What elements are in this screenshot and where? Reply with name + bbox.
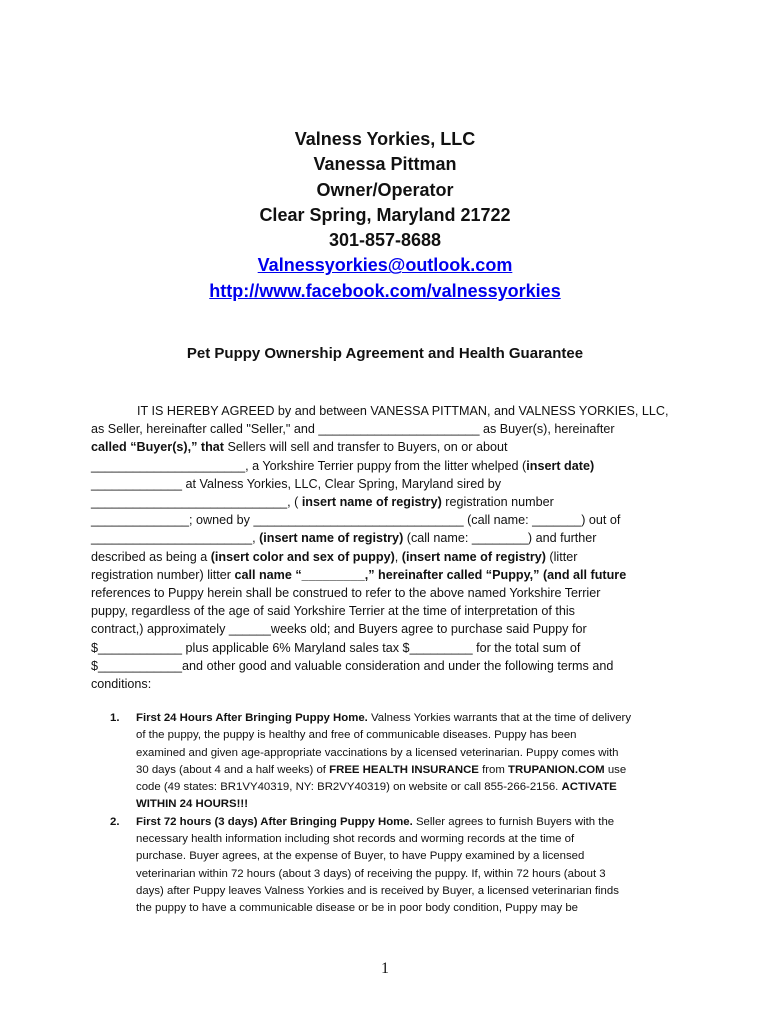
terms-list [110,710,685,918]
facebook-link[interactable]: http://www.facebook.com/valnessyorkies [209,280,561,301]
term-line [136,796,685,813]
bold-text: WITHIN 24 HOURS!!! [136,798,249,811]
text-run: veterinarian within 72 hours (about 3 days) of receiving the puppy. If, within 72 hours (about 3 [136,867,606,880]
term-line [136,831,685,848]
intro-line [91,602,681,620]
term-number: 2. [110,815,120,828]
company-name: Valness Yorkies, LLC [294,129,476,149]
text-run: references to Puppy herein shall be construed to refer to the above named Yorkshire Terrier [91,586,601,601]
term-line [136,900,685,917]
intro-line [91,620,681,638]
text-run: $____________ plus applicable 6% Maryland sales tax $_________ for the total sum of [91,640,581,655]
intro-line [91,475,681,493]
text-run: Valness Yorkies warrants that at the time of delivery [367,712,632,724]
text-run: examined and given age-appropriate vaccinations by a licensed veterinarian. Puppy comes with [136,746,619,759]
text-run: code (49 states: BR1VY40319, NY: BR2VY40319) on website or call 855-266-2156. [136,781,562,794]
text-run: $____________and other good and valuable consideration and under the following terms and [91,658,614,673]
bold-text: FREE HEALTH INSURANCE [329,763,479,776]
term-number: 1. [110,712,120,724]
text-run: puppy, regardless of the age of said Yorkshire Terrier at the time of interpretation of this [91,604,575,619]
term-line [136,866,685,883]
term-line [136,848,685,865]
intro-line [91,438,681,456]
term-item [110,710,685,814]
bold-text: TRUPANION.COM [508,763,605,776]
document-title: Pet Puppy Ownership Agreement and Health Guarantee [186,345,584,362]
intro-line [91,566,681,584]
text-run: the puppy to have a communicable disease or be in poor body condition, Puppy may be [136,902,578,915]
text-run: ______________; owned by ______________________________ (call name: _______) out of [91,513,621,528]
page-number: 1 [381,960,389,977]
text-run: Sellers will sell and transfer to Buyers, on or about [227,440,508,455]
term-line [136,762,685,779]
text-run: registration number [441,495,554,510]
text-run: ______________________, a Yorkshire Terrier puppy from the litter whelped ( [91,458,527,473]
text-run: described as being a [91,549,211,564]
term-line [136,745,685,762]
term-line [136,814,685,831]
bold-text: First 72 hours (3 days) After Bringing Puppy Home. [136,815,413,828]
text-run: from [478,763,509,776]
bold-text: call name “_________,” hereinafter called “Puppy,” (and all future [234,567,627,582]
intro-paragraph [91,402,681,693]
text-run: of the puppy, the puppy is healthy and free of communicable diseases. Puppy has been [136,729,577,742]
intro-line [91,529,681,547]
term-item [110,814,685,918]
bold-text: (insert name of registry) [259,531,404,546]
bold-text: (insert color and sex of puppy) [210,549,395,564]
term-line [136,727,685,744]
bold-text: First 24 Hours After Bringing Puppy Home. [136,712,368,724]
text-run: necessary health information including shot records and worming records at the time of [136,833,575,846]
text-run: purchase. Buyer agrees, at the expense of Buyer, to have Puppy examined by a licensed [136,850,585,863]
intro-line [91,493,681,511]
intro-line [91,675,681,693]
text-run: ____________________________, ( [91,495,302,510]
term-line [136,710,685,727]
text-run: use [604,763,627,776]
bold-text: insert date) [526,458,595,473]
text-run: _______________________, [91,531,260,546]
bold-text: ACTIVATE [561,781,617,794]
term-line [136,883,685,900]
intro-line [91,420,681,438]
text-run: (call name: ________) and further [403,531,597,546]
owner-title: Owner/Operator [316,179,454,200]
text-run: (litter [545,549,578,564]
intro-line [91,639,681,657]
term-line [136,779,685,796]
text-run: conditions: [91,677,152,692]
intro-line [91,457,681,475]
text-run: _____________ at Valness Yorkies, LLC, Clear Spring, Maryland sired by [91,476,502,491]
intro-line [91,657,681,675]
text-run: IT IS HEREBY AGREED by and between VANESSA PITTMAN, and VALNESS YORKIES, LLC, [137,404,669,418]
intro-line [91,548,681,566]
letterhead [0,127,770,304]
text-run: registration number) litter [91,567,235,582]
owner-name: Vanessa Pittman [313,154,457,175]
text-run: Seller agrees to furnish Buyers with the [412,815,615,828]
intro-line [91,402,681,420]
bold-text: (insert name of registry) [401,549,546,564]
text-run: contract,) approximately ______weeks old; and Buyers agree to purchase said Puppy for [91,622,587,637]
intro-line [91,584,681,602]
bold-text: called “Buyer(s),” that [91,440,228,455]
text-run: 30 days (about 4 and a half weeks) of [136,763,330,776]
intro-line [91,511,681,529]
text-run: , [394,549,402,564]
text-run: days) after Puppy leaves Valness Yorkies and is received by Buyer, a licensed veterinarian finds [136,884,619,897]
email-link[interactable]: Valnessyorkies@outlook.com [257,255,513,276]
phone-number: 301-857-8688 [328,230,442,251]
text-run: as Seller, hereinafter called "Seller," and _______________________ as Buyer(s), hereinafter [91,422,615,437]
bold-text: insert name of registry) [301,495,442,510]
business-location: Clear Spring, Maryland 21722 [259,204,511,225]
